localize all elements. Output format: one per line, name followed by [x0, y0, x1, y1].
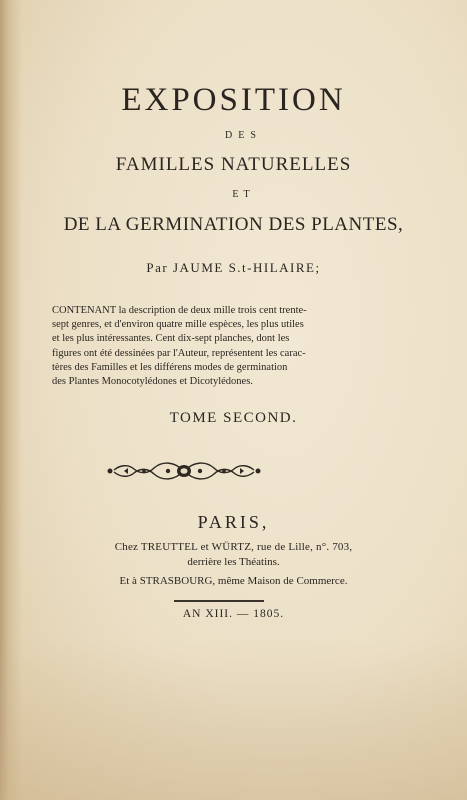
printers-ornament: [104, 458, 264, 484]
author-line: Par JAUME S.t-HILAIRE;: [146, 260, 321, 275]
title-et: ET: [232, 189, 255, 200]
publication-date: AN XIII. — 1805.: [182, 608, 285, 620]
publication-city: PARIS,: [197, 512, 270, 532]
description-line: tères des Familles et les différens modes de germination: [52, 361, 288, 373]
description-line: et les plus intéressantes. Cent dix-sept planches, dont les: [52, 333, 290, 345]
publisher-line: Chez TREUTTEL et WÜRTZ, rue de Lille, n°. 703,: [114, 541, 353, 553]
divider-rule: [174, 600, 264, 602]
book-title: EXPOSITION: [121, 82, 346, 118]
title-germination: DE LA GERMINATION DES PLANTES,: [63, 214, 404, 235]
description-line: sept genres, et d'environ quatre mille espèces, les plus utiles: [52, 319, 304, 331]
page-aging-stain: [0, 640, 467, 800]
publisher-address: derrière les Théatins.: [187, 556, 280, 568]
title-familles: FAMILLES NATURELLES: [115, 154, 352, 175]
strasbourg-line: Et à STRASBOURG, même Maison de Commerce.: [119, 575, 348, 587]
volume-label: TOME SECOND.: [169, 410, 298, 426]
title-des: DES: [225, 130, 262, 141]
description-line: figures ont été dessinées par l'Auteur, représentent les carac-: [52, 347, 306, 359]
description-line: des Plantes Monocotylédones et Dicotylédones.: [52, 376, 253, 388]
description-line: CONTENANT la description de deux mille trois cent trente-: [52, 305, 307, 316]
description-paragraph: [52, 304, 350, 389]
